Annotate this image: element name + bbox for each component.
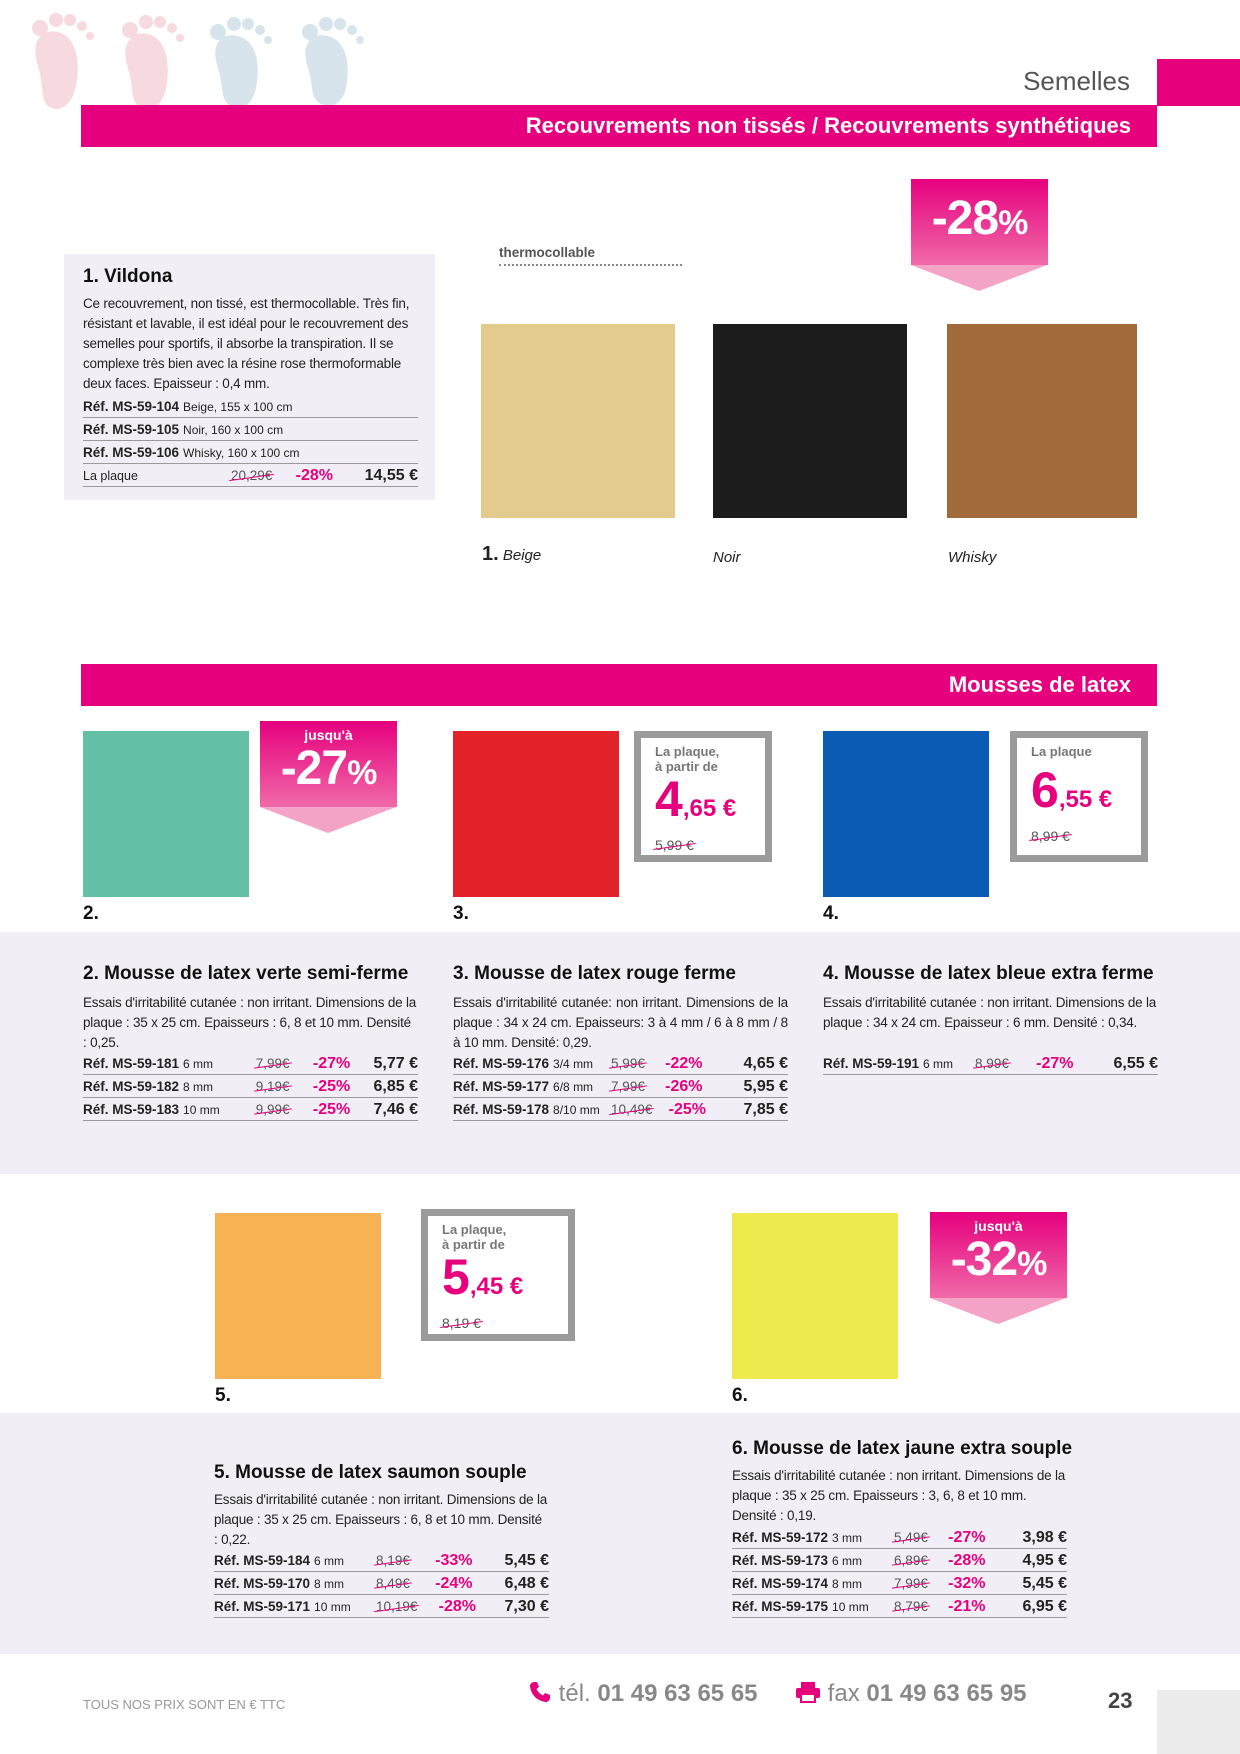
discount: -33% <box>435 1552 473 1569</box>
badge-label: à partir de <box>442 1237 505 1252</box>
section-tab <box>1157 59 1240 106</box>
old-price: 8,49€ <box>376 1572 410 1595</box>
old-price: 5,99€ <box>611 1052 645 1075</box>
ref-code: Réf. MS-59-106 <box>83 445 180 460</box>
badge-label: à partir de <box>655 759 718 774</box>
discount: -24% <box>435 1575 473 1592</box>
price-badge <box>421 1209 575 1341</box>
percent-sign: % <box>998 204 1028 242</box>
ref-spec: 10 mm <box>183 1103 220 1117</box>
fax-contact <box>795 1680 1027 1708</box>
price: 5,45 € <box>1022 1575 1067 1592</box>
badge-label: La plaque, <box>442 1222 507 1237</box>
price: 4,95 € <box>1022 1552 1067 1569</box>
ref-table <box>823 1052 1158 1075</box>
category-band: Recouvrements non tissés / Recouvrements synthétiques <box>81 105 1157 147</box>
product-description: Essais d'irritabilité cutanée: non irritant. Dimensions de la plaque : 34 x 24 cm. Epaisseurs: 3 à 4 mm / 6 à 8 mm / 8 à 10 mm. Densité: 0,29. <box>453 995 788 1050</box>
product-title: 5. Mousse de latex saumon souple <box>214 1462 527 1483</box>
ref-row <box>83 441 418 464</box>
badge-arrow <box>911 265 1047 291</box>
fax-label: fax <box>827 1680 860 1707</box>
ref-spec: 6 mm <box>314 1554 345 1568</box>
ref-row <box>453 1052 788 1075</box>
ref-spec: 10 mm <box>832 1600 869 1614</box>
percent-sign: % <box>347 754 377 792</box>
price-int: 5 <box>442 1249 470 1305</box>
price-label: La plaque <box>83 469 138 483</box>
product-description: Essais d'irritabilité cutanée : non irritant. Dimensions de la plaque : 35 x 25 cm. Epaisseurs : 6, 8 et 10 mm. Densité : 0,22. <box>214 1492 548 1547</box>
ref-spec: 6 mm <box>832 1554 863 1568</box>
discount: -28% <box>438 1598 477 1615</box>
ref-code: Réf. MS-59-178 <box>453 1102 550 1117</box>
price: 6,85 € <box>373 1078 418 1095</box>
badge-price <box>655 771 751 837</box>
ref-spec: Whisky, 160 x 100 cm <box>183 446 300 460</box>
ref-row <box>823 1052 1158 1075</box>
price: 5,77 € <box>373 1055 418 1072</box>
ref-spec: 10 mm <box>314 1600 351 1614</box>
old-price: 20,29€ <box>231 464 272 487</box>
ref-table <box>83 395 418 487</box>
swatch-number: 1. <box>482 543 499 565</box>
ref-table <box>83 1052 418 1121</box>
ref-spec: 8 mm <box>832 1577 863 1591</box>
discount: -28% <box>295 467 333 484</box>
black-swatch <box>713 324 907 518</box>
discount: -27% <box>312 1055 351 1072</box>
price: 7,30 € <box>504 1598 549 1615</box>
old-price: 8,79€ <box>894 1595 928 1618</box>
product-title: 1. Vildona <box>83 266 173 287</box>
product-description: Essais d'irritabilité cutanée : non irritant. Dimensions de la plaque : 34 x 24 cm. Epaisseur : 6 mm. Densité : 0,34. <box>823 995 1157 1030</box>
badge-label: La plaque, <box>655 744 720 759</box>
ref-code: Réf. MS-59-184 <box>214 1553 311 1568</box>
discount-badge <box>260 721 397 833</box>
ref-code: Réf. MS-59-173 <box>732 1553 829 1568</box>
price-note: TOUS NOS PRIX SONT EN € TTC <box>83 1697 286 1712</box>
product-number: 6. <box>732 1385 748 1406</box>
ref-code: Réf. MS-59-191 <box>823 1056 920 1071</box>
discount: -26% <box>665 1078 703 1095</box>
product-description: Ce recouvrement, non tissé, est thermocollable. Très fin, résistant et lavable, il est idéal pour le recouvrement des semelles pour sportifs, il absorbe la transpiration. Il se complexe très bien avec la résine rose thermoformable deux faces. Epaisseur : 0,4 mm. <box>83 296 410 391</box>
blue-swatch <box>823 731 989 897</box>
ref-code: Réf. MS-59-183 <box>83 1102 180 1117</box>
discount: -25% <box>312 1101 351 1118</box>
badge-price <box>1031 762 1127 828</box>
price: 14,55 € <box>364 467 418 484</box>
percent-sign: % <box>1017 1245 1047 1283</box>
ref-code: Réf. MS-59-172 <box>732 1530 829 1545</box>
ref-row <box>732 1595 1067 1618</box>
swatch-caption-whisky: Whisky <box>948 549 997 566</box>
caption-text: Beige <box>502 547 542 564</box>
price-int: 6 <box>1031 762 1059 818</box>
ref-row <box>83 1075 418 1098</box>
category-band: Mousses de latex <box>81 664 1157 706</box>
old-price: 8,19€ <box>376 1549 410 1572</box>
old-price: 10,49€ <box>611 1098 652 1121</box>
ref-table <box>214 1549 549 1618</box>
ref-table <box>453 1052 788 1121</box>
product-description: Essais d'irritabilité cutanée : non irritant. Dimensions de la plaque : 35 x 25 cm. Epaisseurs : 6, 8 et 10 mm. Densité : 0,25. <box>83 995 417 1050</box>
ref-spec: 8 mm <box>183 1080 214 1094</box>
discount: -25% <box>312 1078 351 1095</box>
page-tab <box>1157 1690 1240 1754</box>
red-swatch <box>453 731 619 897</box>
price-dec: ,65 € <box>682 795 737 822</box>
ref-code: Réf. MS-59-182 <box>83 1079 180 1094</box>
ref-spec: 3/4 mm <box>553 1057 594 1071</box>
yellow-swatch <box>732 1213 898 1379</box>
green-swatch <box>83 731 249 897</box>
product-title: 4. Mousse de latex bleue extra ferme <box>823 963 1154 984</box>
ref-code: Réf. MS-59-175 <box>732 1599 829 1614</box>
ref-spec: 6 mm <box>923 1057 954 1071</box>
discount: -27% <box>948 1529 986 1546</box>
discount-badge <box>930 1212 1067 1324</box>
swatch-caption-noir: Noir <box>713 549 741 566</box>
ref-code: Réf. MS-59-177 <box>453 1079 550 1094</box>
price: 6,95 € <box>1022 1598 1067 1615</box>
phone-label: tél. <box>558 1680 591 1707</box>
ref-spec: Beige, 155 x 100 cm <box>183 400 293 414</box>
price-row <box>83 464 418 487</box>
ref-row <box>214 1549 549 1572</box>
swatch-caption-beige <box>482 543 541 566</box>
price: 5,95 € <box>743 1078 788 1095</box>
old-price: 7,99€ <box>256 1052 290 1075</box>
old-price: 9,99€ <box>256 1098 290 1121</box>
badge-label: jusqu'à <box>974 1218 1023 1234</box>
discount: -22% <box>665 1055 703 1072</box>
price-dec: ,55 € <box>1058 786 1113 813</box>
product-title: 2. Mousse de latex verte semi-ferme <box>83 963 409 984</box>
fax-number[interactable]: 01 49 63 65 95 <box>866 1680 1027 1707</box>
ref-spec: 8/10 mm <box>553 1103 600 1117</box>
old-price: 5,49€ <box>894 1526 928 1549</box>
price-dec: ,45 € <box>469 1273 524 1300</box>
ref-code: Réf. MS-59-170 <box>214 1576 311 1591</box>
baby-feet-logo <box>18 6 378 116</box>
old-price: 10,19€ <box>376 1595 417 1618</box>
discount-value: -27 <box>280 742 348 795</box>
badge-label: jusqu'à <box>304 727 353 743</box>
section-title: Semelles <box>1023 66 1130 96</box>
price: 7,46 € <box>373 1101 418 1118</box>
price-badge <box>634 731 772 862</box>
badge-arrow <box>260 807 396 833</box>
product-number: 4. <box>823 903 839 924</box>
ref-row <box>732 1526 1067 1549</box>
salmon-swatch <box>215 1213 381 1379</box>
price: 6,48 € <box>504 1575 549 1592</box>
product-number: 3. <box>453 903 469 924</box>
price: 5,45 € <box>504 1552 549 1569</box>
ref-row <box>453 1075 788 1098</box>
ref-row <box>453 1098 788 1121</box>
phone-number[interactable]: 01 49 63 65 65 <box>597 1680 758 1707</box>
price-int: 4 <box>655 771 683 827</box>
discount-badge <box>911 179 1048 291</box>
product-number: 2. <box>83 903 99 924</box>
ref-row <box>83 418 418 441</box>
ref-spec: Noir, 160 x 100 cm <box>183 423 284 437</box>
ref-spec: 8 mm <box>314 1577 345 1591</box>
ref-code: Réf. MS-59-176 <box>453 1056 550 1071</box>
ref-code: Réf. MS-59-104 <box>83 399 180 414</box>
product-title: 3. Mousse de latex rouge ferme <box>453 963 736 984</box>
ref-row <box>732 1572 1067 1595</box>
ref-code: Réf. MS-59-171 <box>214 1599 311 1614</box>
ref-table <box>732 1526 1067 1618</box>
ref-row <box>732 1549 1067 1572</box>
fax-icon <box>795 1680 821 1704</box>
thermo-label: thermocollable <box>499 245 596 260</box>
old-price: 6,89€ <box>894 1549 928 1572</box>
old-price: 8,19 € <box>442 1315 481 1331</box>
product-title: 6. Mousse de latex jaune extra souple <box>732 1438 1073 1459</box>
phone-contact <box>528 1680 758 1708</box>
old-price: 9,19€ <box>256 1075 290 1098</box>
old-price: 7,99€ <box>611 1075 645 1098</box>
badge-label: La plaque <box>1031 744 1092 759</box>
old-price: 8,99€ <box>975 1052 1009 1075</box>
ref-code: Réf. MS-59-105 <box>83 422 180 437</box>
page-number: 23 <box>1108 1688 1133 1713</box>
price: 3,98 € <box>1022 1529 1067 1546</box>
phone-icon <box>528 1680 552 1704</box>
product-description: Essais d'irritabilité cutanée : non irritant. Dimensions de la plaque : 35 x 25 cm. Epaisseurs : 3, 6, 8 et 10 mm. Densité : 0,19. <box>732 1468 1066 1523</box>
old-price: 8,99 € <box>1031 828 1070 844</box>
discount-value: -28 <box>931 192 999 245</box>
discount-value: -32 <box>950 1233 1018 1286</box>
discount: -28% <box>948 1552 986 1569</box>
price: 4,65 € <box>743 1055 788 1072</box>
ref-spec: 6 mm <box>183 1057 214 1071</box>
ref-row <box>214 1572 549 1595</box>
ref-code: Réf. MS-59-174 <box>732 1576 829 1591</box>
badge-arrow <box>930 1298 1066 1324</box>
discount: -32% <box>948 1575 986 1592</box>
ref-code: Réf. MS-59-181 <box>83 1056 180 1071</box>
product-number: 5. <box>215 1385 231 1406</box>
badge-price <box>442 1249 554 1315</box>
ref-spec: 6/8 mm <box>553 1080 594 1094</box>
old-price: 5,99 € <box>655 837 694 853</box>
discount: -27% <box>1036 1055 1074 1072</box>
discount: -21% <box>948 1598 986 1615</box>
price-badge <box>1010 731 1148 862</box>
ref-row <box>83 1052 418 1075</box>
price: 7,85 € <box>743 1101 788 1118</box>
ref-row <box>83 1098 418 1121</box>
ref-row <box>214 1595 549 1618</box>
beige-swatch <box>481 324 675 518</box>
ref-row <box>83 395 418 418</box>
price: 6,55 € <box>1113 1055 1158 1072</box>
ref-spec: 3 mm <box>832 1531 863 1545</box>
discount: -25% <box>668 1101 707 1118</box>
whisky-swatch <box>947 324 1137 518</box>
thermo-underline <box>499 264 682 266</box>
old-price: 7,99€ <box>894 1572 928 1595</box>
